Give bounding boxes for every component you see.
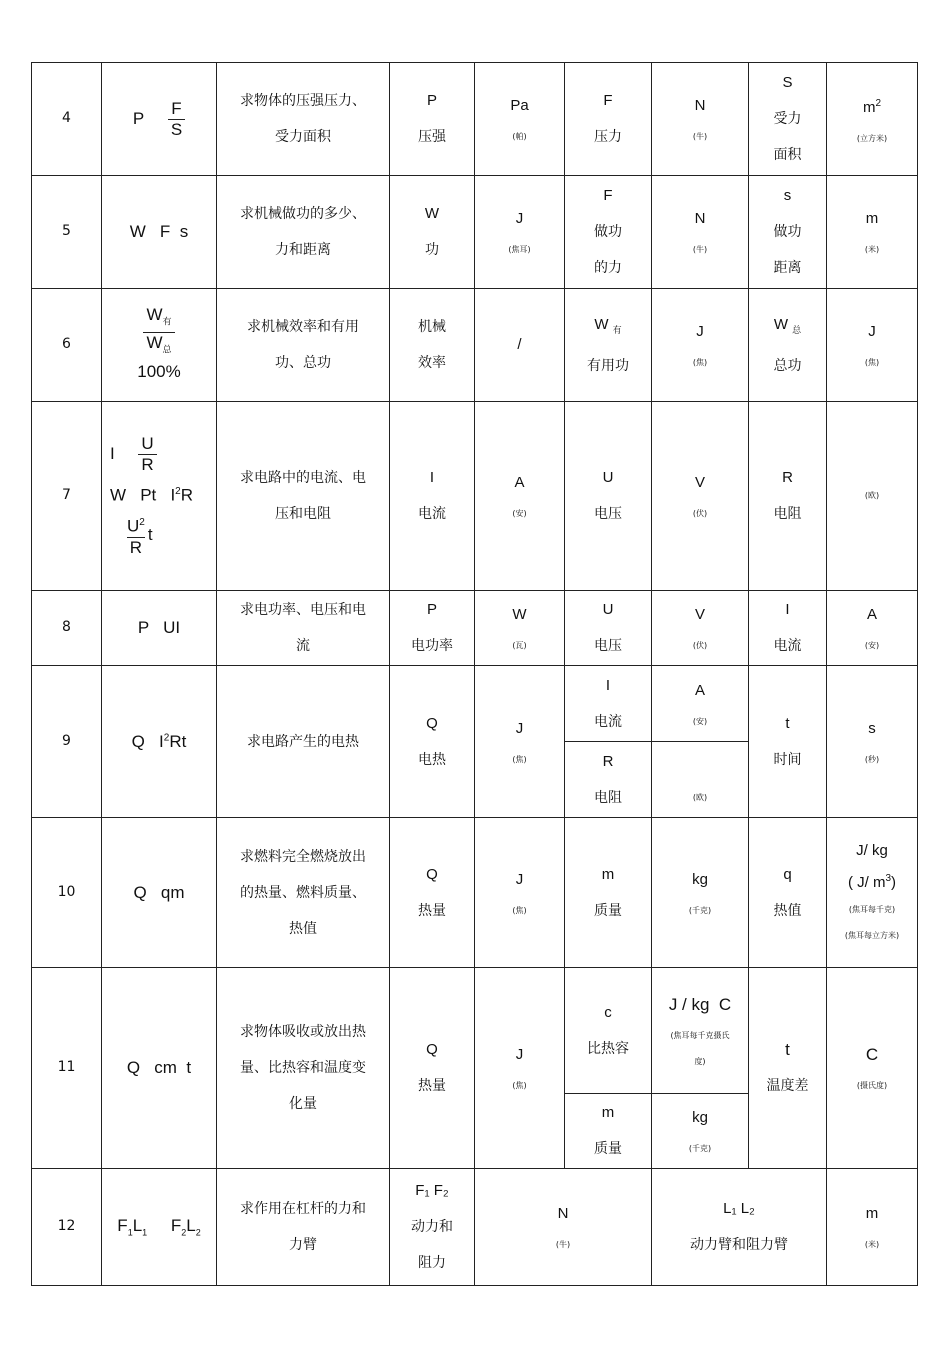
unit-cell: $m^2$ (立方米) — [827, 63, 918, 176]
quantity-cell: U 电压 — [565, 402, 652, 591]
unit-cell: N (牛) — [652, 176, 749, 289]
unit-cell: (欧) — [827, 402, 918, 591]
unit-cell: A (安) — [827, 591, 918, 666]
physics-formula-table — [31, 62, 918, 1286]
formula-cell: I $\frac{U}{R}$ W Pt $I^2R$ $\frac{U^2}{R}$ t — [102, 402, 217, 591]
quantity-cell: P 压强 — [390, 63, 475, 176]
quantity-cell: W $_总$ 总功 — [749, 289, 827, 402]
quantity-cell: P 电功率 — [390, 591, 475, 666]
table-row — [32, 176, 918, 289]
table-row — [32, 63, 918, 176]
description-cell: 求电路产生的电热 — [217, 666, 390, 818]
unit-cell: s (秒) — [827, 666, 918, 818]
unit-cell: J (焦) — [827, 289, 918, 402]
quantity-cell: F 压力 — [565, 63, 652, 176]
quantity-cell: s 做功 距离 — [749, 176, 827, 289]
quantity-cell: Q 电热 — [390, 666, 475, 818]
quantity-cell: F 做功 的力 — [565, 176, 652, 289]
table-row — [32, 818, 918, 968]
description-cell: 求物体吸收或放出热 量、比热容和温度变 化量 — [217, 968, 390, 1169]
quantity-cell: W $_有$ 有用功 — [565, 289, 652, 402]
quantity-cell: I 电流 — [749, 591, 827, 666]
description-cell: 求作用在杠杆的力和 力臂 — [217, 1169, 390, 1286]
description-cell: 求机械效率和有用 功、总功 — [217, 289, 390, 402]
unit-cell: J (焦) — [475, 666, 565, 818]
unit-cell: m (米) — [827, 176, 918, 289]
unit-cell: kg (千克) — [652, 1094, 749, 1169]
quantity-cell: L₁ L₂ 动力臂和阻力臂 — [652, 1169, 827, 1286]
formula-cell: P $\frac{F}{S}$ — [102, 63, 217, 176]
unit-cell: C (摄氏度) — [827, 968, 918, 1169]
unit-cell: J (焦) — [475, 818, 565, 968]
quantity-cell: t 温度差 — [749, 968, 827, 1169]
unit-cell: m (米) — [827, 1169, 918, 1286]
quantity-cell: q 热值 — [749, 818, 827, 968]
formula-cell: Q qm — [102, 818, 217, 968]
table-row — [32, 666, 918, 742]
table-row — [32, 968, 918, 1094]
formula-cell: $\frac{W_有}{W_总}$ 100% — [102, 289, 217, 402]
row-number: 10 — [32, 818, 102, 968]
unit-cell: A (安) — [652, 666, 749, 742]
unit-cell: kg (千克) — [652, 818, 749, 968]
quantity-cell: t 时间 — [749, 666, 827, 818]
description-cell: 求电功率、电压和电 流 — [217, 591, 390, 666]
quantity-cell: U 电压 — [565, 591, 652, 666]
table-row — [32, 289, 918, 402]
row-number: 9 — [32, 666, 102, 818]
quantity-cell: Q 热量 — [390, 968, 475, 1169]
quantity-cell: W 功 — [390, 176, 475, 289]
row-number: 12 — [32, 1169, 102, 1286]
description-cell: 求燃料完全燃烧放出 的热量、燃料质量、 热值 — [217, 818, 390, 968]
quantity-cell: R 电阻 — [565, 742, 652, 818]
unit-cell: A (安) — [475, 402, 565, 591]
quantity-cell: I 电流 — [565, 666, 652, 742]
quantity-cell: I 电流 — [390, 402, 475, 591]
row-number: 5 — [32, 176, 102, 289]
unit-cell: J / kg C (焦耳每千克摄氏 度) — [652, 968, 749, 1094]
row-number: 7 — [32, 402, 102, 591]
unit-cell: W (瓦) — [475, 591, 565, 666]
quantity-cell: S 受力 面积 — [749, 63, 827, 176]
row-number: 6 — [32, 289, 102, 402]
unit-cell: / — [475, 289, 565, 402]
quantity-cell: F₁ F₂ 动力和 阻力 — [390, 1169, 475, 1286]
quantity-cell: c 比热容 — [565, 968, 652, 1094]
row-number: 11 — [32, 968, 102, 1169]
formula-cell: $F_1L_1$ $F_2L_2$ — [102, 1169, 217, 1286]
unit-cell: Pa (帕) — [475, 63, 565, 176]
formula-cell: Q $I^2Rt$ — [102, 666, 217, 818]
unit-cell: N (牛) — [652, 63, 749, 176]
table-row — [32, 402, 918, 591]
unit-cell: J (焦) — [475, 968, 565, 1169]
quantity-cell: m 质量 — [565, 818, 652, 968]
quantity-cell: R 电阻 — [749, 402, 827, 591]
row-number: 8 — [32, 591, 102, 666]
description-cell: 求电路中的电流、电 压和电阻 — [217, 402, 390, 591]
unit-cell: N (牛) — [475, 1169, 652, 1286]
description-cell: 求物体的压强压力、 受力面积 — [217, 63, 390, 176]
unit-cell: V (伏) — [652, 591, 749, 666]
table-row — [32, 591, 918, 666]
formula-cell: P UI — [102, 591, 217, 666]
unit-cell: (欧) — [652, 742, 749, 818]
unit-cell: J (焦耳) — [475, 176, 565, 289]
unit-cell: J (焦) — [652, 289, 749, 402]
quantity-cell: m 质量 — [565, 1094, 652, 1169]
quantity-cell: Q 热量 — [390, 818, 475, 968]
unit-cell: V (伏) — [652, 402, 749, 591]
unit-cell: J/ kg ( J/ $m^3$) (焦耳每千克) (焦耳每立方米) — [827, 818, 918, 968]
description-cell: 求机械做功的多少、 力和距离 — [217, 176, 390, 289]
formula-cell: Q cm t — [102, 968, 217, 1169]
row-number: 4 — [32, 63, 102, 176]
quantity-cell: 机械 效率 — [390, 289, 475, 402]
formula-cell: W F s — [102, 176, 217, 289]
table-row — [32, 1169, 918, 1286]
